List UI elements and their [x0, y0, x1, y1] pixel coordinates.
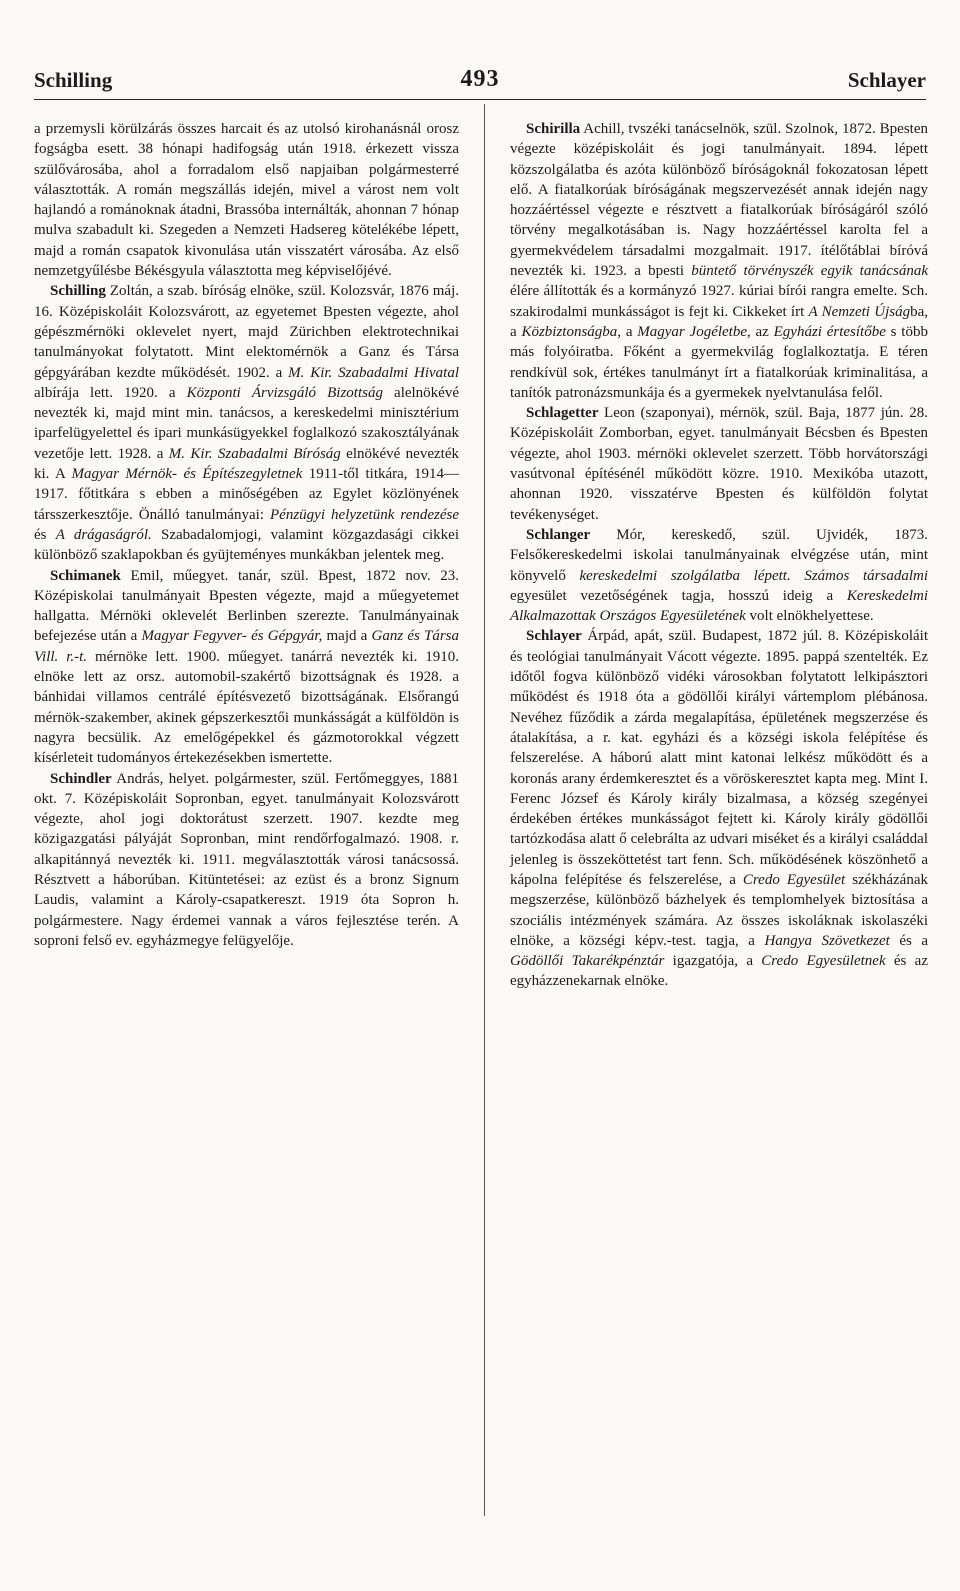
column-divider: [484, 104, 485, 1516]
entry-headword: Schlayer: [526, 628, 582, 645]
entry-italic: Közbiztonságba,: [521, 323, 622, 340]
entry-italic: Credo Egyesületnek: [761, 953, 886, 970]
entry-headword: Schilling: [50, 283, 106, 300]
entry-text: és az egyházzenekarnak elnöke.: [510, 953, 928, 990]
entry-schlayer: [510, 626, 928, 991]
entry-text: székházának megszerzése, különböző bázhelyek és templomhelyek biztosítása a szociális intézmények számára. Az összes iskoláknak iskolaszéki elnöke, a községi képv.-test. tagja, a: [510, 871, 928, 949]
entry-text: elnökévé nevezték ki. A: [34, 445, 459, 483]
entry-italic: A drágaságról.: [55, 526, 152, 543]
right-column: [510, 119, 928, 992]
entry-schlanger: [510, 525, 928, 626]
entry-italic: Egyházi értesítőbe: [773, 323, 886, 340]
left-column: [34, 119, 459, 951]
entry-text: Zoltán, a szab. bíróság elnöke, szül. Kolozsvár, 1876 máj. 16. Középiskoláit Kolozsvárott, az egyetemet Bpesten végezte, ahol gépészmérnöki oklevelet nyert, majd Zürichben elektrotechnikai tanulmányokat folytatott. Mint elektomérnök a Ganz és Társa gépgyárában kezdte működését. 1902. a: [34, 283, 459, 381]
entry-italic: Kereskedelmi Alkalmazottak Országos Egyesületének: [510, 587, 928, 625]
entry-italic: M. Kir. Szabadalmi Bíróság: [168, 445, 341, 462]
entry-text: igazgatója, a: [664, 953, 762, 970]
entry-text: mérnöke lett. 1900. műegyet. tanárrá nevezték ki. 1910. elnöke lett az orsz. automobil-szakértő bizottságnak és 1928. a bánhidai villamos centrálé építésvezető bizottságának. Elsőrangú mérnök-szakember, akinek gépszerkesztői munkásságát a külföldön is nagyra becsülik. Az emelőgépekkel és gázmotorokkal végzett kísérleteit tudományos értekezésekben ismertette.: [34, 648, 460, 767]
entry-italic: Credo Egyesület: [742, 871, 846, 888]
entry-text: András, helyet. polgármester, szül. Fertőmeggyes, 1881 okt. 7. Középiskoláit Sopronban, egyet. tanulmányait Kolozsvárott végezte, ahol jogi doktorátust szerzett. 1907. kezdte meg közigazgatási pályáját Sopronban, mint rendőrfogalmazó. 1908. r. alkapitánnyá nevezték ki. 1911. megválasztották városi tanácsossá. Résztvett a háborúban. Kitüntetései: az ezüst és a bronz Signum Laudis, valamint a Károly-csapatkereszt. 1919 óta Sopron h. polgármestere. Nagy érdemei vannak a város fejlesztése terén. A soproni felső ev. egyházmegye felügyelője.: [34, 770, 459, 949]
entry-italic: M. Kir. Szabadalmi Hivatal: [288, 364, 459, 381]
entry-italic: Gödöllői Takarékpénztár: [510, 953, 665, 970]
entry-text: Leon (szaponyai), mérnök, szül. Baja, 1877 jún. 28. Középiskoláit Zomborban, egyet. tanulmányait Bécsben és Bpesten végezte, ahol 1903. mérnöki oklevelet szerzett. Több horvátországi vasútvonal építésénél működött közre. 1910. Mexikóba utazott, ahonnan 1920. visszatérve Bpesten és külföldön folytat tevékenységet.: [510, 405, 928, 523]
entry-text: albírája lett. 1920. a: [34, 384, 187, 401]
entry-text: Emil, műegyet. tanár, szül. Bpest, 1872 nov. 23. Középiskolai tanulmányait Bpesten végezte, majd a műegyetemet hallgatta. Mérnöki oklevelét Berlinben szerezte. Tanulmányainak befejezése után a: [34, 567, 459, 645]
entry-text: 1911-től titkára, 1914—1917. főtitkára s ebben a minőségében az Egylet közlönyének társszerkesztője. Önálló tanulmányai:: [34, 466, 459, 523]
entry-text: s több más folyóiratba. Főként a gyermekvilág foglalkoztatja. E téren rendkívül sok, értékes tanulmányt írt a fiatalkorúak kriminalitása, a tanítók patronázsmunkája és a gyermekek nyelvtanulása felől.: [510, 323, 928, 401]
entry-italic: Magyar Mérnök- és Építészegyletnek: [71, 466, 303, 483]
running-head-right: Schlayer: [847, 68, 926, 92]
entry-schlagetter: [510, 403, 928, 525]
header-rule: [34, 99, 926, 100]
entry-italic: Hangya Szövetkezet: [764, 932, 890, 949]
entry-text: és: [34, 526, 56, 543]
entry-headword: Schlagetter: [526, 405, 599, 422]
entry-text: Mór, kereskedő, szül. Ujvidék, 1873. Felsőkereskedelmi iskolai tanulmányainak elvégzése után, mint könyvelő: [510, 526, 928, 584]
entry-headword: Schirilla: [526, 121, 581, 137]
entry-text: a: [621, 323, 638, 340]
entry-text: volt elnökhelyettese.: [745, 608, 874, 625]
page-number: 493: [460, 66, 500, 92]
entry-italic: A Nemzeti Újság: [808, 303, 911, 320]
running-head-left: Schilling: [34, 68, 113, 92]
entry-schindler: [34, 769, 459, 952]
entry-text: egyesület vezetőségének tagja, hosszú ideig a: [510, 587, 847, 604]
entry-italic: büntető törvényszék egyik tanácsának: [691, 263, 928, 280]
entry-italic: Ganz és Társa Vill. r.-t.: [34, 628, 459, 665]
entry-text: Achill, tvszéki tanácselnök, szül. Szolnok, 1872. Bpesten végezte középiskoláit és jogi tanulmányait. 1894. lépett közszolgálatba és azóta különböző bíróságoknál fokozatosan lépett elő. A fiatalkorúak bíróságának megszervezését annak idején nagy hozzáértéssel végezte e résztvett a fiatalkorúak bíróságáról szóló törvény megalkotásában is. Nagy hozzáértéssel karolta fel a gyermekvédelem társadalmi mozgalmait. 1917. ítélőtáblai bíróvá nevezték ki. 1923. a bpesti: [510, 121, 928, 280]
entry-text: élére állították és a kormányzó 1927. kúriai bírói rangra emelte. Sch. szakirodalmi munkásságot is fejt ki. Cikkeket írt: [510, 283, 928, 320]
page-header: [34, 62, 926, 92]
entry-text: és a: [889, 932, 929, 949]
entry-italic: kereskedelmi szolgálatba lépett. Számos társadalmi: [579, 567, 929, 584]
entry-headword: Schindler: [50, 770, 112, 787]
entry-schirilla: [510, 119, 928, 403]
entry-schimanek: [34, 566, 459, 769]
entry-headword: Schimanek: [50, 567, 121, 584]
entry-headword: Schlanger: [526, 526, 591, 543]
entry-schilling: [34, 281, 459, 565]
entry-italic: Magyar Jogéletbe,: [637, 323, 751, 340]
entry-italic: Pénzügyi helyzetünk rendezése: [270, 506, 460, 523]
entry-text: majd a: [322, 628, 372, 645]
entry-continuation: a przemysli körülzárás összes harcait és az utolsó kirohanásnál orosz fogságba esett. 38 hónapi hadifogság után 1918. érkezett vissza szülővárosába, ahol a forradalom első napjaiban polgármesterré választották. A román megszállás idején, mivel a várost nem volt hajlandó a románoknak átadni, Brassóba internálták, ahonnan 7 hónap mulva szabadult ki. Szegeden a Nemzeti Hadsereg kötelékébe lépett, majd a román csapatok kivonulása után visszatért városába. Az első nemzetgyűlésbe Békésgyula választotta meg képviselőjévé.: [34, 121, 459, 280]
entry-text: Árpád, apát, szül. Budapest, 1872 júl. 8. Középiskoláit és teológiai tanulmányait Vácott végezte. 1895. pappá szentelték. Ez időtől fogva különböző vidéki városokban folytatott lelkipásztori működést és 1918 óta a gödöllői királyi vártemplom plébánosa. Nevéhez fűződik a zárda megalapítása, épületének megszerzése és átalakítása, a r. kat. egyházi és a községi iskola felépítése és felszerelése. A háború alatt mint katonai lelkész működött és a koronás arany érdemkeresztet és a vöröskeresztet kapta meg. Mint I. Ferenc József és Károly király bizalmasa, a község szegényei érdekében értékes munkásságot fejtett ki. Károly király gödöllői tartózkodása alatt ő celebrálta az udvari miséket és a királyi családdal jelenleg is összeköttetést tart fenn. Sch. működésének köszönhető a kápolna felépítése és felszerelése, a: [510, 628, 928, 888]
entry-text: Szabadalomjogi, valamint közgazdasági cikkei különböző szaklapokban és gyüjteményes munkákban jelentek meg.: [34, 526, 459, 564]
entry-italic: Központi Árvizsgáló Bizottság: [186, 384, 383, 401]
entry-text: ba, a: [510, 303, 928, 340]
entry-text: az: [750, 323, 774, 340]
entry-italic: Magyar Fegyver- és Gépgyár,: [141, 628, 323, 645]
entry-text: alelnökévé nevezték ki, majd mint min. tanácsos, a kereskedelmi minisztérium iparfelügyelettel és ipari munkásügyekkel foglalkozó szakosztályának vezetője lett. 1928. a: [34, 384, 459, 462]
